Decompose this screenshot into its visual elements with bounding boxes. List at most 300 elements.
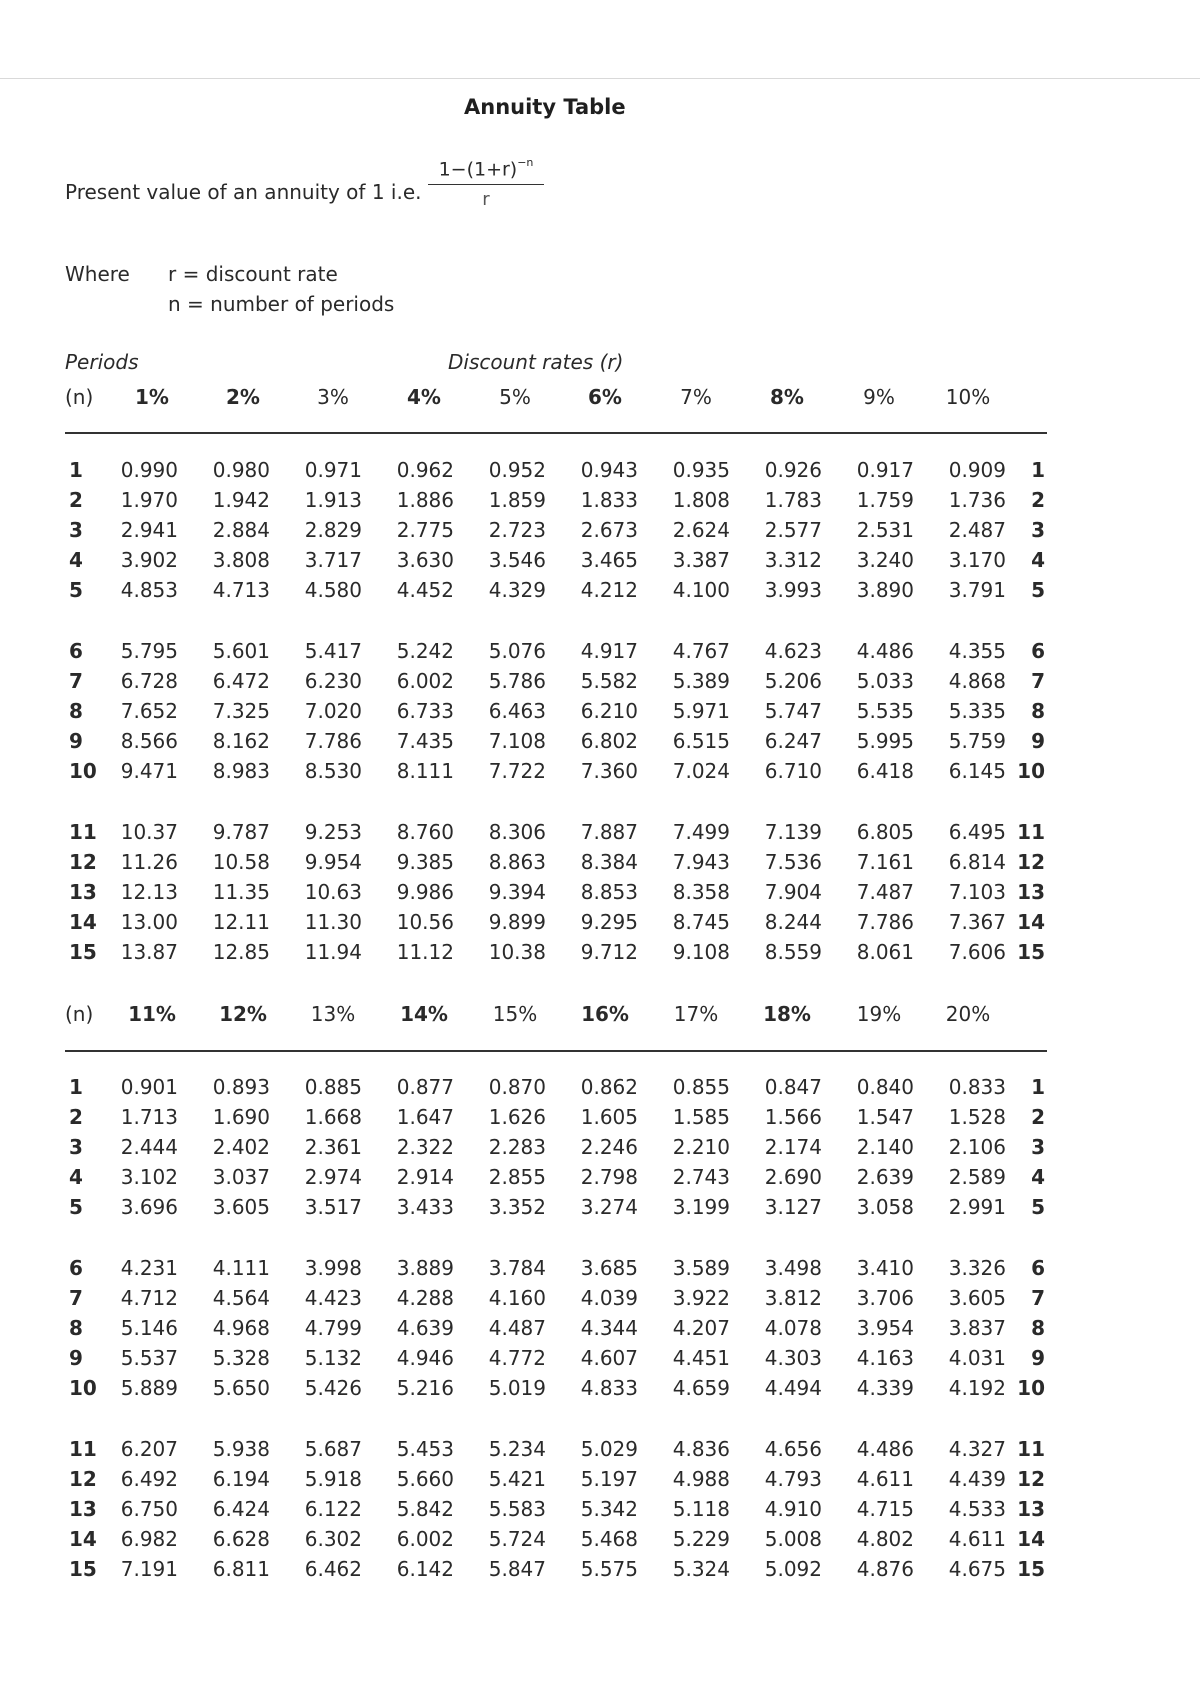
table-cell: 2.723 xyxy=(488,518,546,542)
table-cell: 1.647 xyxy=(396,1105,454,1129)
table-cell: 11.12 xyxy=(396,940,454,964)
period-label-left: 12 xyxy=(69,850,97,874)
period-label-left: 14 xyxy=(69,910,97,934)
table-cell: 5.995 xyxy=(856,729,914,753)
discount-rates-label: Discount rates (r) xyxy=(448,350,624,374)
period-label-left: 2 xyxy=(69,1105,83,1129)
rate-header: 8% xyxy=(770,385,804,409)
table-cell: 4.163 xyxy=(856,1346,914,1370)
formula-numerator-text: 1−(1+r) xyxy=(438,158,518,181)
table-cell: 5.076 xyxy=(488,639,546,663)
table-row xyxy=(0,548,1200,578)
table-cell: 0.877 xyxy=(396,1075,454,1099)
header-rule xyxy=(65,1050,1047,1052)
table-cell: 4.659 xyxy=(672,1376,730,1400)
formula-exponent: −n xyxy=(517,156,534,169)
table-cell: 5.468 xyxy=(580,1527,638,1551)
table-cell: 4.910 xyxy=(764,1497,822,1521)
page-title: Annuity Table xyxy=(464,95,626,119)
table-row xyxy=(0,1075,1200,1105)
table-cell: 6.462 xyxy=(304,1557,362,1581)
table-cell: 2.246 xyxy=(580,1135,638,1159)
table-cell: 2.624 xyxy=(672,518,730,542)
table-cell: 5.324 xyxy=(672,1557,730,1581)
table-cell: 5.426 xyxy=(304,1376,362,1400)
table-cell: 3.517 xyxy=(304,1195,362,1219)
table-cell: 9.986 xyxy=(396,880,454,904)
table-row xyxy=(0,1256,1200,1286)
table-cell: 1.859 xyxy=(488,488,546,512)
table-cell: 5.234 xyxy=(488,1437,546,1461)
table-cell: 4.207 xyxy=(672,1316,730,1340)
table-cell: 4.039 xyxy=(580,1286,638,1310)
table-cell: 4.533 xyxy=(948,1497,1006,1521)
table-cell: 10.63 xyxy=(304,880,362,904)
table-cell: 3.240 xyxy=(856,548,914,572)
table-cell: 5.535 xyxy=(856,699,914,723)
table-cell: 6.750 xyxy=(120,1497,178,1521)
table-cell: 1.585 xyxy=(672,1105,730,1129)
table-cell: 1.783 xyxy=(764,488,822,512)
table-cell: 3.685 xyxy=(580,1256,638,1280)
table-cell: 9.899 xyxy=(488,910,546,934)
table-row xyxy=(0,850,1200,880)
period-label-right-text: 10 xyxy=(1017,1376,1045,1400)
rate-header: 18% xyxy=(763,1002,811,1026)
table-cell: 1.942 xyxy=(212,488,270,512)
table-cell: 6.463 xyxy=(488,699,546,723)
table-cell: 3.326 xyxy=(948,1256,1006,1280)
table-cell: 6.424 xyxy=(212,1497,270,1521)
table-cell: 7.103 xyxy=(948,880,1006,904)
table-cell: 4.303 xyxy=(764,1346,822,1370)
table-cell: 7.020 xyxy=(304,699,362,723)
period-label-right-text: 2 xyxy=(1031,1105,1045,1129)
period-label-right-text: 6 xyxy=(1031,639,1045,663)
table-cell: 4.487 xyxy=(488,1316,546,1340)
period-label-right-text: 12 xyxy=(1017,850,1045,874)
table-cell: 9.787 xyxy=(212,820,270,844)
table-cell: 4.853 xyxy=(120,578,178,602)
table-cell: 3.102 xyxy=(120,1165,178,1189)
table-cell: 5.889 xyxy=(120,1376,178,1400)
rate-header: 5% xyxy=(499,385,531,409)
table-cell: 3.037 xyxy=(212,1165,270,1189)
table-cell: 6.472 xyxy=(212,669,270,693)
table-cell: 1.970 xyxy=(120,488,178,512)
period-label-right-text: 2 xyxy=(1031,488,1045,512)
period-label-right-text: 9 xyxy=(1031,729,1045,753)
table-cell: 5.342 xyxy=(580,1497,638,1521)
table-cell: 5.759 xyxy=(948,729,1006,753)
table-row xyxy=(0,759,1200,789)
table-cell: 2.322 xyxy=(396,1135,454,1159)
table-row xyxy=(0,458,1200,488)
table-cell: 0.926 xyxy=(764,458,822,482)
period-label-left: 14 xyxy=(69,1527,97,1551)
table-cell: 6.495 xyxy=(948,820,1006,844)
table-cell: 2.690 xyxy=(764,1165,822,1189)
table-cell: 3.993 xyxy=(764,578,822,602)
table-cell: 1.566 xyxy=(764,1105,822,1129)
period-label-left: 2 xyxy=(69,488,83,512)
table-row xyxy=(0,880,1200,910)
table-cell: 10.58 xyxy=(212,850,270,874)
formula-numerator xyxy=(428,158,544,185)
table-cell: 7.904 xyxy=(764,880,822,904)
table-cell: 2.210 xyxy=(672,1135,730,1159)
table-cell: 7.887 xyxy=(580,820,638,844)
table-cell: 2.174 xyxy=(764,1135,822,1159)
table-row xyxy=(0,1497,1200,1527)
table-cell: 4.611 xyxy=(948,1527,1006,1551)
table-cell: 10.37 xyxy=(120,820,178,844)
period-label-left: 15 xyxy=(69,1557,97,1581)
table-cell: 2.402 xyxy=(212,1135,270,1159)
table-cell: 3.605 xyxy=(212,1195,270,1219)
period-label-right-text: 3 xyxy=(1031,518,1045,542)
table-cell: 0.901 xyxy=(120,1075,178,1099)
period-label-right-text: 14 xyxy=(1017,1527,1045,1551)
table-row xyxy=(0,1557,1200,1587)
table-cell: 5.216 xyxy=(396,1376,454,1400)
table-cell: 1.833 xyxy=(580,488,638,512)
period-label-right-text: 1 xyxy=(1031,1075,1045,1099)
table-cell: 9.712 xyxy=(580,940,638,964)
table-cell: 6.982 xyxy=(120,1527,178,1551)
table-row xyxy=(0,1195,1200,1225)
table-cell: 3.812 xyxy=(764,1286,822,1310)
table-row xyxy=(0,518,1200,548)
table-cell: 4.799 xyxy=(304,1316,362,1340)
table-cell: 5.938 xyxy=(212,1437,270,1461)
period-label-left: 10 xyxy=(69,1376,97,1400)
table-cell: 0.909 xyxy=(948,458,1006,482)
rate-header: 20% xyxy=(945,1002,991,1026)
table-cell: 5.453 xyxy=(396,1437,454,1461)
table-cell: 9.954 xyxy=(304,850,362,874)
table-cell: 4.452 xyxy=(396,578,454,602)
table-cell: 4.288 xyxy=(396,1286,454,1310)
table-cell: 2.639 xyxy=(856,1165,914,1189)
table-cell: 6.710 xyxy=(764,759,822,783)
table-cell: 5.660 xyxy=(396,1467,454,1491)
period-label-right-text: 4 xyxy=(1031,548,1045,572)
table-cell: 1.626 xyxy=(488,1105,546,1129)
table-cell: 6.802 xyxy=(580,729,638,753)
table-cell: 6.492 xyxy=(120,1467,178,1491)
table-cell: 12.11 xyxy=(212,910,270,934)
rate-header-row xyxy=(0,385,1200,415)
table-cell: 5.389 xyxy=(672,669,730,693)
table-cell: 7.786 xyxy=(856,910,914,934)
table-cell: 4.344 xyxy=(580,1316,638,1340)
table-cell: 0.962 xyxy=(396,458,454,482)
table-cell: 0.980 xyxy=(212,458,270,482)
definition-r: r = discount rate xyxy=(168,262,338,286)
table-cell: 0.990 xyxy=(120,458,178,482)
table-cell: 3.630 xyxy=(396,548,454,572)
period-label-left: 3 xyxy=(69,518,83,542)
period-label-left: 11 xyxy=(69,820,97,844)
rate-header: 2% xyxy=(226,385,260,409)
table-cell: 10.56 xyxy=(396,910,454,934)
table-cell: 3.410 xyxy=(856,1256,914,1280)
table-cell: 5.197 xyxy=(580,1467,638,1491)
table-cell: 8.983 xyxy=(212,759,270,783)
period-label-left: 4 xyxy=(69,548,83,572)
table-cell: 5.206 xyxy=(764,669,822,693)
table-cell: 7.360 xyxy=(580,759,638,783)
description-text: Present value of an annuity of 1 i.e. xyxy=(65,180,422,204)
period-label-left: 9 xyxy=(69,1346,83,1370)
period-label-left: 7 xyxy=(69,669,83,693)
period-label-right-text: 12 xyxy=(1017,1467,1045,1491)
table-cell: 6.207 xyxy=(120,1437,178,1461)
table-cell: 6.194 xyxy=(212,1467,270,1491)
table-cell: 2.775 xyxy=(396,518,454,542)
table-cell: 3.717 xyxy=(304,548,362,572)
table-cell: 4.486 xyxy=(856,639,914,663)
table-cell: 13.87 xyxy=(120,940,178,964)
table-cell: 2.974 xyxy=(304,1165,362,1189)
table-cell: 7.652 xyxy=(120,699,178,723)
period-label-left: 15 xyxy=(69,940,97,964)
table-cell: 5.335 xyxy=(948,699,1006,723)
table-cell: 5.537 xyxy=(120,1346,178,1370)
period-label-right-text: 10 xyxy=(1017,759,1045,783)
rate-header-row xyxy=(0,1002,1200,1032)
period-label-right-text: 15 xyxy=(1017,940,1045,964)
table-cell: 4.988 xyxy=(672,1467,730,1491)
table-cell: 2.444 xyxy=(120,1135,178,1159)
period-label-left: 13 xyxy=(69,880,97,904)
table-cell: 3.837 xyxy=(948,1316,1006,1340)
period-label-right-text: 9 xyxy=(1031,1346,1045,1370)
table-cell: 1.668 xyxy=(304,1105,362,1129)
table-cell: 9.394 xyxy=(488,880,546,904)
table-cell: 4.100 xyxy=(672,578,730,602)
period-label-right-text: 11 xyxy=(1017,820,1045,844)
table-cell: 8.530 xyxy=(304,759,362,783)
rate-header: 10% xyxy=(945,385,991,409)
table-cell: 6.142 xyxy=(396,1557,454,1581)
rate-header: 11% xyxy=(128,1002,176,1026)
period-label-right-text: 8 xyxy=(1031,699,1045,723)
table-cell: 4.212 xyxy=(580,578,638,602)
table-cell: 8.760 xyxy=(396,820,454,844)
table-row xyxy=(0,910,1200,940)
table-cell: 5.008 xyxy=(764,1527,822,1551)
table-cell: 5.842 xyxy=(396,1497,454,1521)
period-label-right-text: 5 xyxy=(1031,578,1045,602)
period-label-left: 6 xyxy=(69,639,83,663)
table-cell: 6.811 xyxy=(212,1557,270,1581)
rate-header: 1% xyxy=(135,385,169,409)
table-cell: 3.922 xyxy=(672,1286,730,1310)
table-cell: 4.946 xyxy=(396,1346,454,1370)
table-cell: 0.943 xyxy=(580,458,638,482)
table-cell: 4.868 xyxy=(948,669,1006,693)
table-cell: 0.917 xyxy=(856,458,914,482)
table-cell: 2.487 xyxy=(948,518,1006,542)
table-cell: 3.433 xyxy=(396,1195,454,1219)
table-cell: 8.745 xyxy=(672,910,730,934)
table-cell: 2.941 xyxy=(120,518,178,542)
table-cell: 5.132 xyxy=(304,1346,362,1370)
table-cell: 3.889 xyxy=(396,1256,454,1280)
table-cell: 4.355 xyxy=(948,639,1006,663)
table-cell: 4.192 xyxy=(948,1376,1006,1400)
table-cell: 2.914 xyxy=(396,1165,454,1189)
table-cell: 2.673 xyxy=(580,518,638,542)
table-cell: 5.229 xyxy=(672,1527,730,1551)
formula-denominator: r xyxy=(482,189,490,211)
table-row xyxy=(0,578,1200,608)
table-cell: 1.528 xyxy=(948,1105,1006,1129)
table-cell: 5.328 xyxy=(212,1346,270,1370)
table-cell: 8.384 xyxy=(580,850,638,874)
table-cell: 4.451 xyxy=(672,1346,730,1370)
table-row xyxy=(0,1165,1200,1195)
table-cell: 3.954 xyxy=(856,1316,914,1340)
period-label-right-text: 7 xyxy=(1031,1286,1045,1310)
period-label-left: 4 xyxy=(69,1165,83,1189)
table-cell: 7.325 xyxy=(212,699,270,723)
table-cell: 1.713 xyxy=(120,1105,178,1129)
table-cell: 3.127 xyxy=(764,1195,822,1219)
table-cell: 4.564 xyxy=(212,1286,270,1310)
table-cell: 6.122 xyxy=(304,1497,362,1521)
table-cell: 7.606 xyxy=(948,940,1006,964)
table-cell: 3.696 xyxy=(120,1195,178,1219)
table-cell: 4.439 xyxy=(948,1467,1006,1491)
table-cell: 3.890 xyxy=(856,578,914,602)
table-cell: 6.728 xyxy=(120,669,178,693)
table-cell: 3.589 xyxy=(672,1256,730,1280)
table-cell: 6.002 xyxy=(396,1527,454,1551)
period-label-left: 13 xyxy=(69,1497,97,1521)
table-cell: 0.893 xyxy=(212,1075,270,1099)
period-label-right-text: 5 xyxy=(1031,1195,1045,1219)
table-cell: 6.733 xyxy=(396,699,454,723)
table-cell: 9.108 xyxy=(672,940,730,964)
table-cell: 3.706 xyxy=(856,1286,914,1310)
table-cell: 4.623 xyxy=(764,639,822,663)
table-cell: 3.902 xyxy=(120,548,178,572)
table-cell: 0.952 xyxy=(488,458,546,482)
table-cell: 4.793 xyxy=(764,1467,822,1491)
table-cell: 1.759 xyxy=(856,488,914,512)
period-label-left: 10 xyxy=(69,759,97,783)
period-label-right-text: 1 xyxy=(1031,458,1045,482)
table-cell: 4.639 xyxy=(396,1316,454,1340)
table-cell: 9.385 xyxy=(396,850,454,874)
table-cell: 7.536 xyxy=(764,850,822,874)
header-rule xyxy=(65,432,1047,434)
table-cell: 4.111 xyxy=(212,1256,270,1280)
table-cell: 8.566 xyxy=(120,729,178,753)
period-label-right-text: 14 xyxy=(1017,910,1045,934)
periods-label: Periods xyxy=(65,350,139,374)
table-cell: 4.968 xyxy=(212,1316,270,1340)
period-label-right-text: 6 xyxy=(1031,1256,1045,1280)
table-cell: 3.498 xyxy=(764,1256,822,1280)
table-cell: 3.465 xyxy=(580,548,638,572)
table-cell: 3.058 xyxy=(856,1195,914,1219)
table-cell: 2.991 xyxy=(948,1195,1006,1219)
rate-header: 13% xyxy=(310,1002,356,1026)
table-row xyxy=(0,488,1200,518)
table-cell: 2.283 xyxy=(488,1135,546,1159)
table-cell: 6.210 xyxy=(580,699,638,723)
table-row xyxy=(0,1437,1200,1467)
period-label-right-text: 7 xyxy=(1031,669,1045,693)
rate-header: 14% xyxy=(400,1002,448,1026)
table-cell: 0.870 xyxy=(488,1075,546,1099)
table-cell: 6.230 xyxy=(304,669,362,693)
table-row xyxy=(0,1316,1200,1346)
table-row xyxy=(0,1135,1200,1165)
table-cell: 1.913 xyxy=(304,488,362,512)
table-cell: 6.418 xyxy=(856,759,914,783)
table-cell: 2.829 xyxy=(304,518,362,542)
table-cell: 5.118 xyxy=(672,1497,730,1521)
table-cell: 4.713 xyxy=(212,578,270,602)
table-cell: 4.611 xyxy=(856,1467,914,1491)
table-cell: 6.814 xyxy=(948,850,1006,874)
table-cell: 1.547 xyxy=(856,1105,914,1129)
table-cell: 0.935 xyxy=(672,458,730,482)
table-cell: 6.628 xyxy=(212,1527,270,1551)
table-cell: 1.690 xyxy=(212,1105,270,1129)
table-cell: 5.786 xyxy=(488,669,546,693)
table-cell: 6.515 xyxy=(672,729,730,753)
table-cell: 8.162 xyxy=(212,729,270,753)
table-row xyxy=(0,729,1200,759)
table-cell: 2.798 xyxy=(580,1165,638,1189)
table-cell: 8.853 xyxy=(580,880,638,904)
period-label-left: 6 xyxy=(69,1256,83,1280)
table-row xyxy=(0,1346,1200,1376)
table-cell: 2.884 xyxy=(212,518,270,542)
table-cell: 9.471 xyxy=(120,759,178,783)
table-cell: 4.494 xyxy=(764,1376,822,1400)
table-cell: 8.863 xyxy=(488,850,546,874)
table-cell: 12.85 xyxy=(212,940,270,964)
table-cell: 4.712 xyxy=(120,1286,178,1310)
table-cell: 5.033 xyxy=(856,669,914,693)
rate-header: 15% xyxy=(492,1002,538,1026)
table-cell: 5.421 xyxy=(488,1467,546,1491)
table-cell: 7.943 xyxy=(672,850,730,874)
table-cell: 3.784 xyxy=(488,1256,546,1280)
table-cell: 2.140 xyxy=(856,1135,914,1159)
table-cell: 4.656 xyxy=(764,1437,822,1461)
table-cell: 7.161 xyxy=(856,850,914,874)
table-cell: 7.108 xyxy=(488,729,546,753)
period-label-right-text: 11 xyxy=(1017,1437,1045,1461)
table-cell: 0.847 xyxy=(764,1075,822,1099)
period-column-header: (n) xyxy=(65,1002,94,1026)
table-cell: 5.650 xyxy=(212,1376,270,1400)
table-cell: 11.26 xyxy=(120,850,178,874)
table-cell: 4.160 xyxy=(488,1286,546,1310)
table-row xyxy=(0,1286,1200,1316)
table-cell: 4.339 xyxy=(856,1376,914,1400)
period-label-left: 1 xyxy=(69,1075,83,1099)
table-cell: 7.435 xyxy=(396,729,454,753)
